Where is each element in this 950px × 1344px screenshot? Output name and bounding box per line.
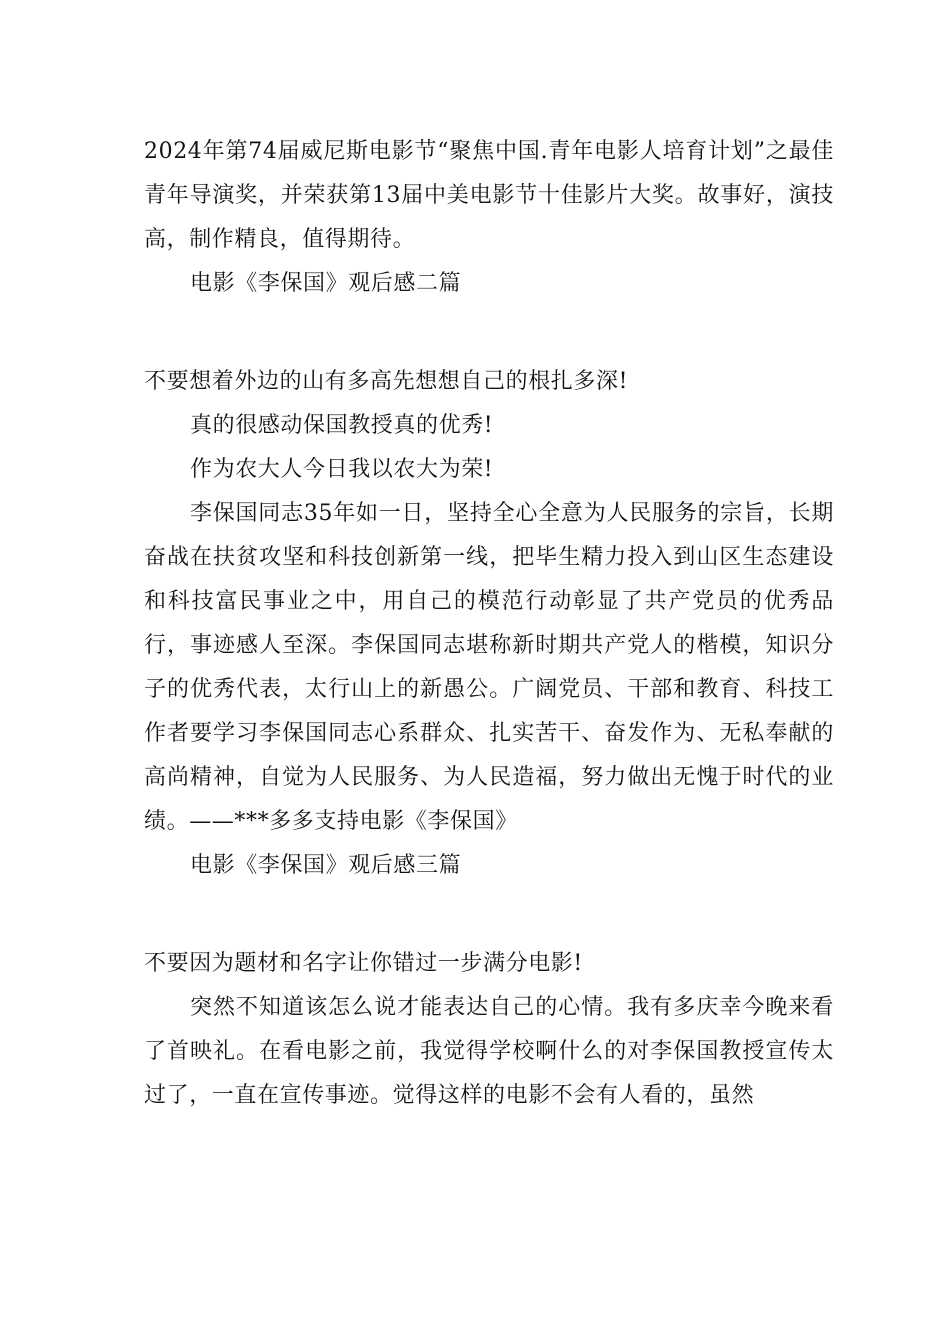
section-heading-two: 电影《李保国》观后感二篇	[190, 271, 462, 296]
paragraph-touched: 真的很感动保国教授真的优秀!	[190, 413, 494, 438]
paragraph-dont-miss: 不要因为题材和名字让你错过一步满分电影!	[144, 951, 583, 976]
paragraph-festival-awards: 2024年第74届威尼斯电影节“聚焦中国.青年电影人培育计划”之最佳青年导演奖，并荣获第13届中美电影节十佳影片大奖。故事好，演技高，制作精良，值得期待。	[144, 139, 834, 252]
document-body	[144, 130, 834, 1118]
paragraph-roots: 不要想着外边的山有多高先想想自己的根扎多深!	[144, 369, 629, 394]
paragraph-premiere: 突然不知道该怎么说才能表达自己的心情。我有多庆幸今晚来看了首映礼。在看电影之前，我觉得学校啊什么的对李保国教授宣传太过了，一直在宣传事迹。觉得这样的电影不会有人看的，虽然	[144, 995, 834, 1108]
section-heading-three: 电影《李保国》观后感三篇	[190, 853, 462, 878]
paragraph-li-baoguo-deeds: 李保国同志35年如一日，坚持全心全意为人民服务的宗旨，长期奋战在扶贫攻坚和科技创新第一线，把毕生精力投入到山区生态建设和科技富民事业之中，用自己的模范行动彰显了共产党员的优秀品行，事迹感人至深。李保国同志堪称新时期共产党人的楷模，知识分子的优秀代表，太行山上的新愚公。广阔党员、干部和教育、科技工作者要学习李保国同志心系群众、扎实苦干、奋发作为、无私奉献的高尚精神，自觉为人民服务、为人民造福，努力做出无愧于时代的业绩。——***多多支持电影《李保国》	[144, 501, 834, 834]
paragraph-proud: 作为农大人今日我以农大为荣!	[190, 457, 494, 482]
